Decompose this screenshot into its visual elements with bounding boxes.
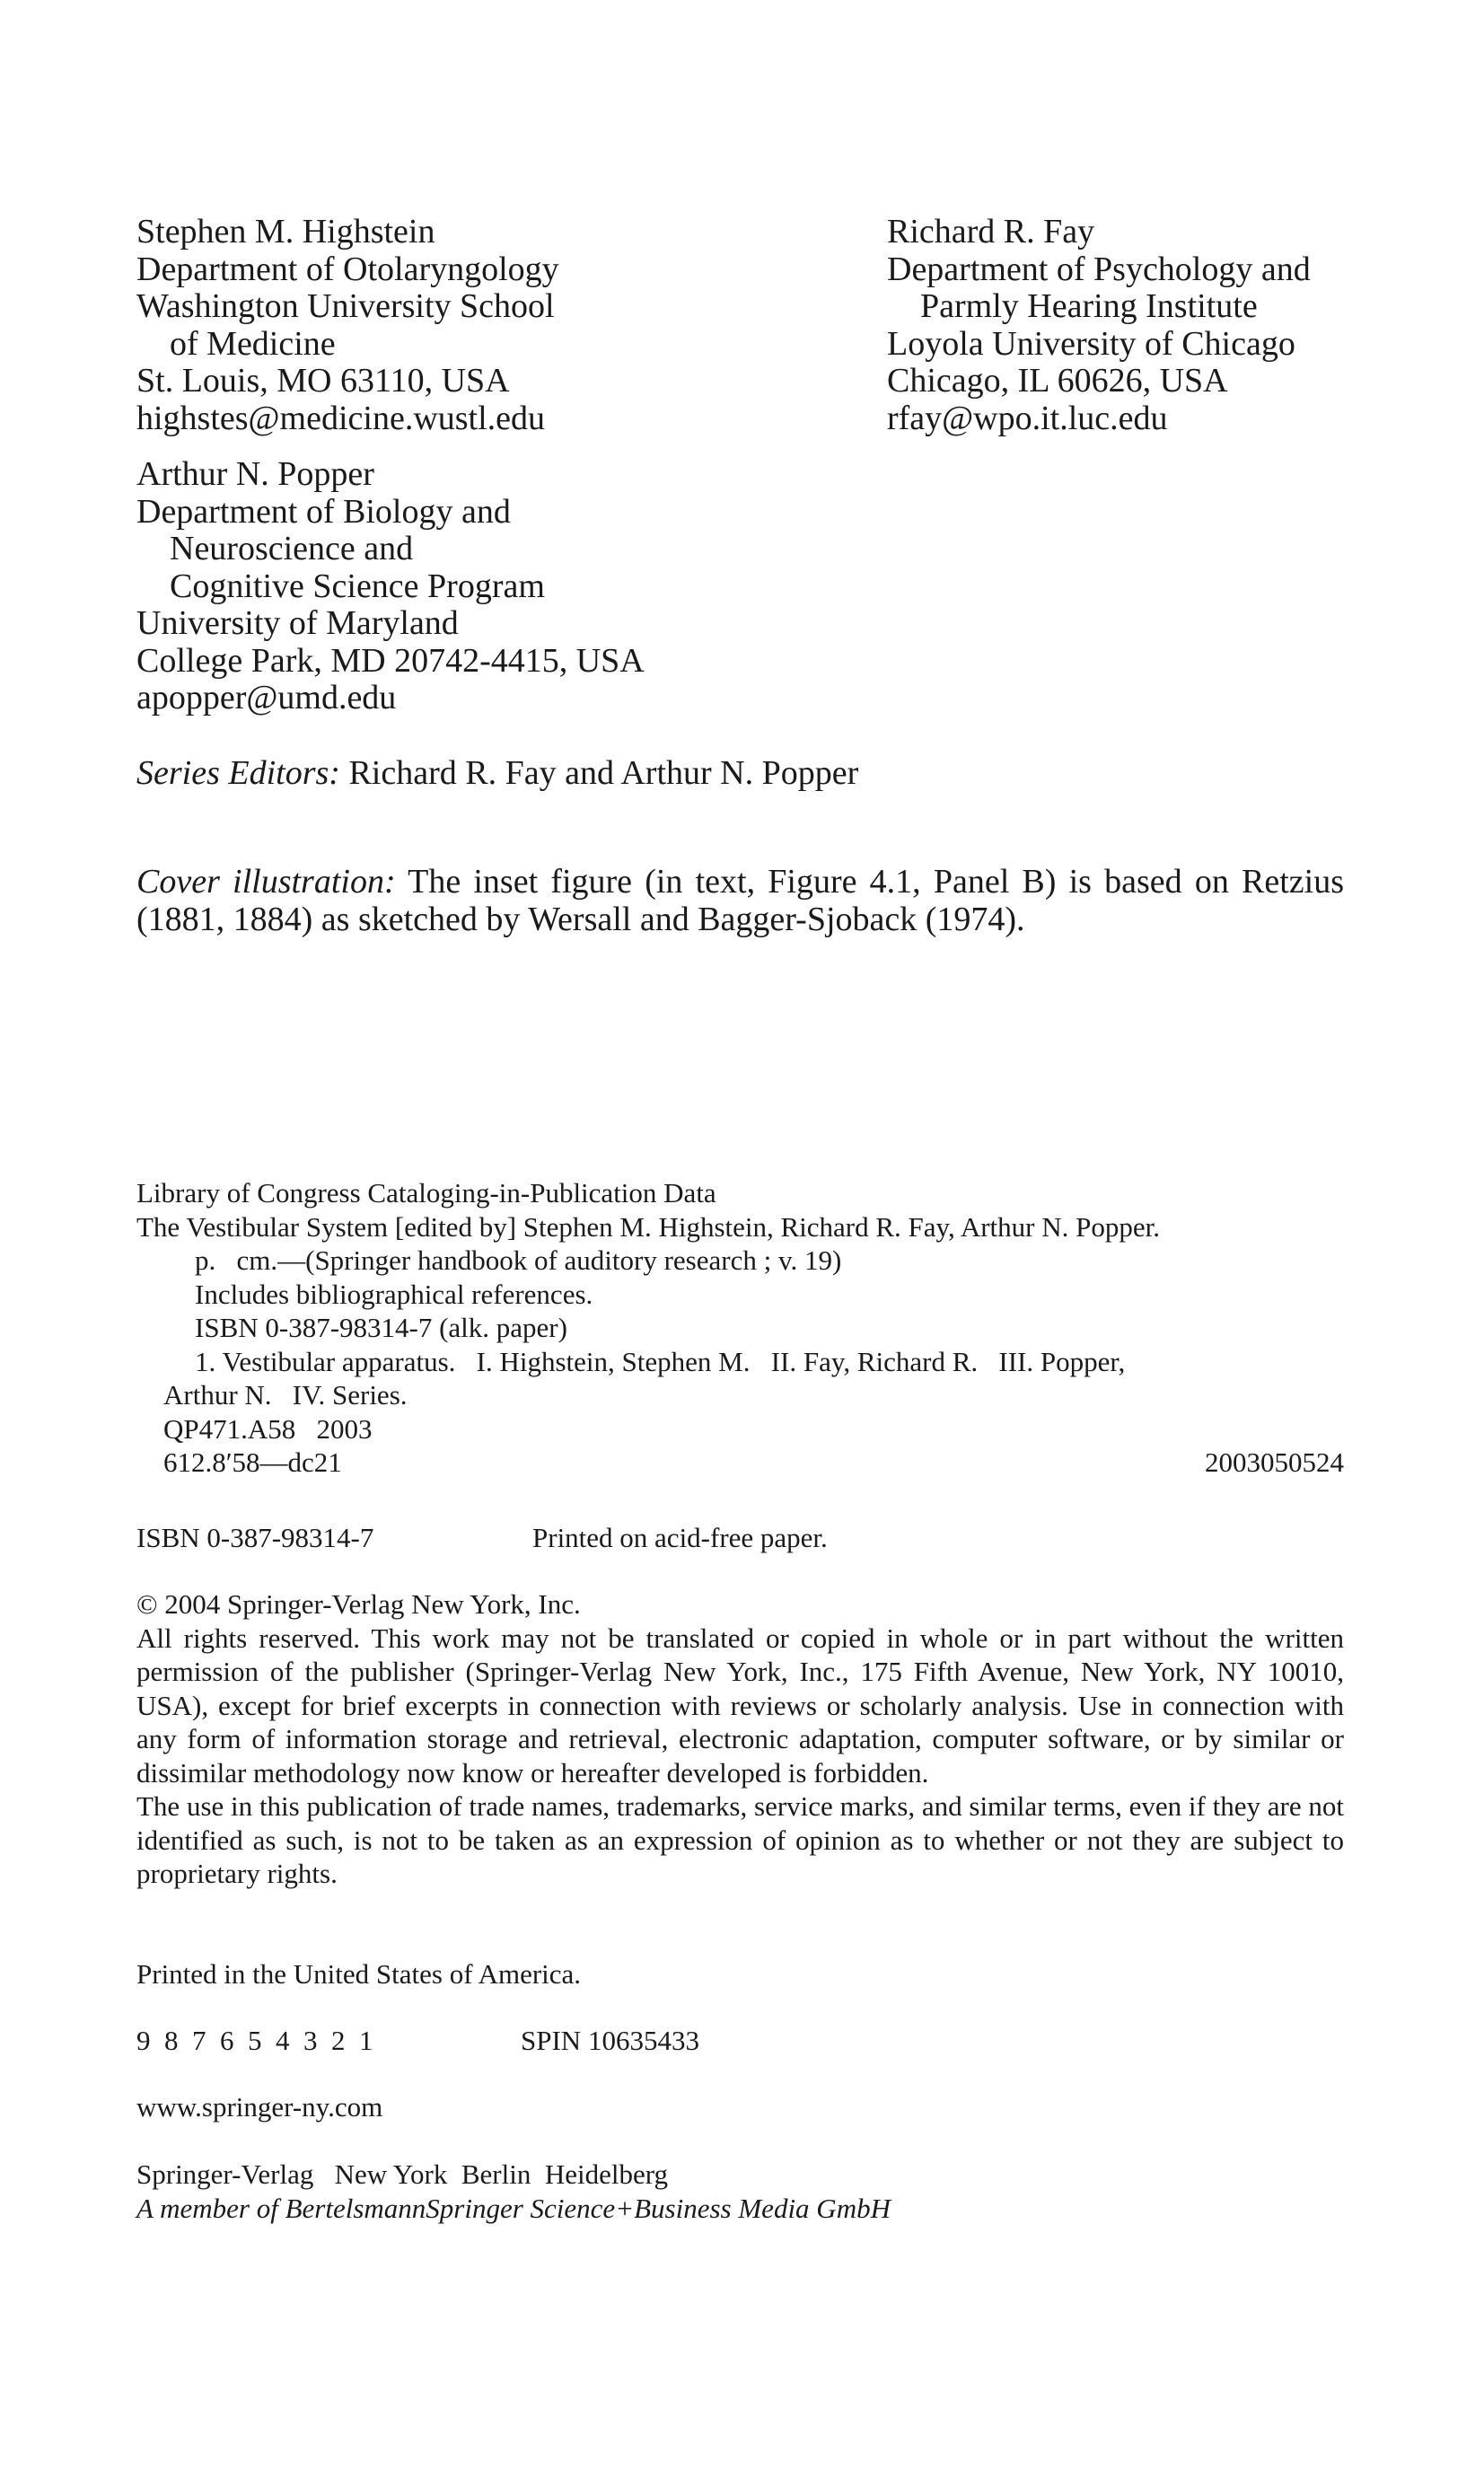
printed-in: Printed in the United States of America. xyxy=(136,1958,582,1990)
editor-affiliation: Department of Biology and xyxy=(136,492,511,531)
cip-title-line: The Vestibular System [edited by] Stephen M. Highstein, Richard R. Fay, Arthur N. Popper. xyxy=(136,1210,1160,1243)
rights-statement: All rights reserved. This work may not be translated or copied in whole or in part without the written permission of the publisher (Springer-Verlag New York, Inc., 175 Fifth Avenue, New York, NY 10010, USA), except for brief excerpts in connection with reviews or scholarly analysis. Use in connection with any form of information storage and retrieval, electronic adaptation, computer software, or by similar or dissimilar methodology now know or hereafter developed is forbidden. xyxy=(136,1622,1344,1789)
editor-block-fay xyxy=(887,214,1311,437)
cover-illustration-text: The inset figure (in text, Figure 4.1, Panel B) is based on Retzius (1881, 1884) as sketched by Wersall and Bagger-Sjoback (1974). xyxy=(136,863,1344,938)
copyright-notice: © 2004 Springer-Verlag New York, Inc. xyxy=(136,1588,581,1620)
printing-numbers: 9 8 7 6 5 4 3 2 1 xyxy=(136,2025,373,2056)
editor-affiliation: University of Maryland xyxy=(136,604,459,642)
editor-affiliation: Neuroscience and xyxy=(170,530,414,567)
editor-address: College Park, MD 20742-4415, USA xyxy=(136,641,645,680)
editor-email: apopper@umd.edu xyxy=(136,679,397,716)
editor-affiliation: Department of Otolaryngology xyxy=(136,250,559,288)
editor-affiliation: Washington University School xyxy=(136,287,555,325)
cip-dewey: 612.8′58—dc21 xyxy=(163,1446,342,1478)
isbn: ISBN 0-387-98314-7 xyxy=(136,1522,374,1553)
cip-isbn: ISBN 0-387-98314-7 (alk. paper) xyxy=(195,1312,567,1343)
cip-subjects-continued: Arthur N. IV. Series. xyxy=(163,1379,408,1411)
cip-series-line: p. cm.—(Springer handbook of auditory research ; v. 19) xyxy=(195,1244,842,1276)
series-editors-names: Richard R. Fay and Arthur N. Popper xyxy=(339,754,859,792)
editor-name: Arthur N. Popper xyxy=(136,455,374,493)
series-editors xyxy=(136,755,858,793)
cip-lccn: 2003050524 xyxy=(1205,1446,1344,1478)
editor-block-highstein xyxy=(136,214,559,437)
cip-call-number: QP471.A58 2003 xyxy=(163,1412,373,1445)
series-editors-label: Series Editors: xyxy=(136,754,340,792)
cover-illustration-note xyxy=(136,864,1344,938)
publisher-info xyxy=(136,2158,891,2225)
editor-block-popper xyxy=(136,456,645,717)
trademark-statement: The use in this publication of trade names, trademarks, service marks, and similar terms, even if they are not identified as such, is not to be taken as an expression of opinion as to whether or not they are subject to proprietary rights. xyxy=(136,1790,1344,1889)
editor-address: Chicago, IL 60626, USA xyxy=(887,362,1228,400)
cip-bibliography: Includes bibliographical references. xyxy=(195,1278,593,1310)
cip-data xyxy=(136,1176,1344,1480)
spin-number: SPIN 10635433 xyxy=(521,2025,699,2056)
editor-name: Richard R. Fay xyxy=(887,213,1095,251)
editor-affiliation: Loyola University of Chicago xyxy=(887,324,1295,363)
cip-heading: Library of Congress Cataloging-in-Publication Data xyxy=(136,1177,716,1209)
cover-illustration-label: Cover illustration: xyxy=(136,863,396,901)
editor-affiliation: Department of Psychology and xyxy=(887,250,1311,288)
editor-email: highstes@medicine.wustl.edu xyxy=(136,399,546,437)
editor-name: Stephen M. Highstein xyxy=(136,213,435,251)
editor-email: rfay@wpo.it.luc.edu xyxy=(887,399,1168,437)
publisher-website: www.springer-ny.com xyxy=(136,2091,383,2123)
publisher-cities: Springer-Verlag New York Berlin Heidelberg xyxy=(136,2158,668,2190)
editor-affiliation: of Medicine xyxy=(170,324,336,363)
cip-subjects: 1. Vestibular apparatus. I. Highstein, Stephen M. II. Fay, Richard R. III. Popper, xyxy=(195,1345,1126,1377)
editor-affiliation: Parmly Hearing Institute xyxy=(920,287,1258,325)
copyright-block xyxy=(136,1587,1344,1891)
acid-free-paper-note: Printed on acid-free paper. xyxy=(532,1522,828,1553)
print-line xyxy=(136,2024,699,2058)
isbn-line xyxy=(136,1521,828,1555)
editor-address: St. Louis, MO 63110, USA xyxy=(136,362,510,400)
publisher-member: A member of BertelsmannSpringer Science+Business Media GmbH xyxy=(136,2192,891,2224)
editor-affiliation: Cognitive Science Program xyxy=(170,567,545,605)
